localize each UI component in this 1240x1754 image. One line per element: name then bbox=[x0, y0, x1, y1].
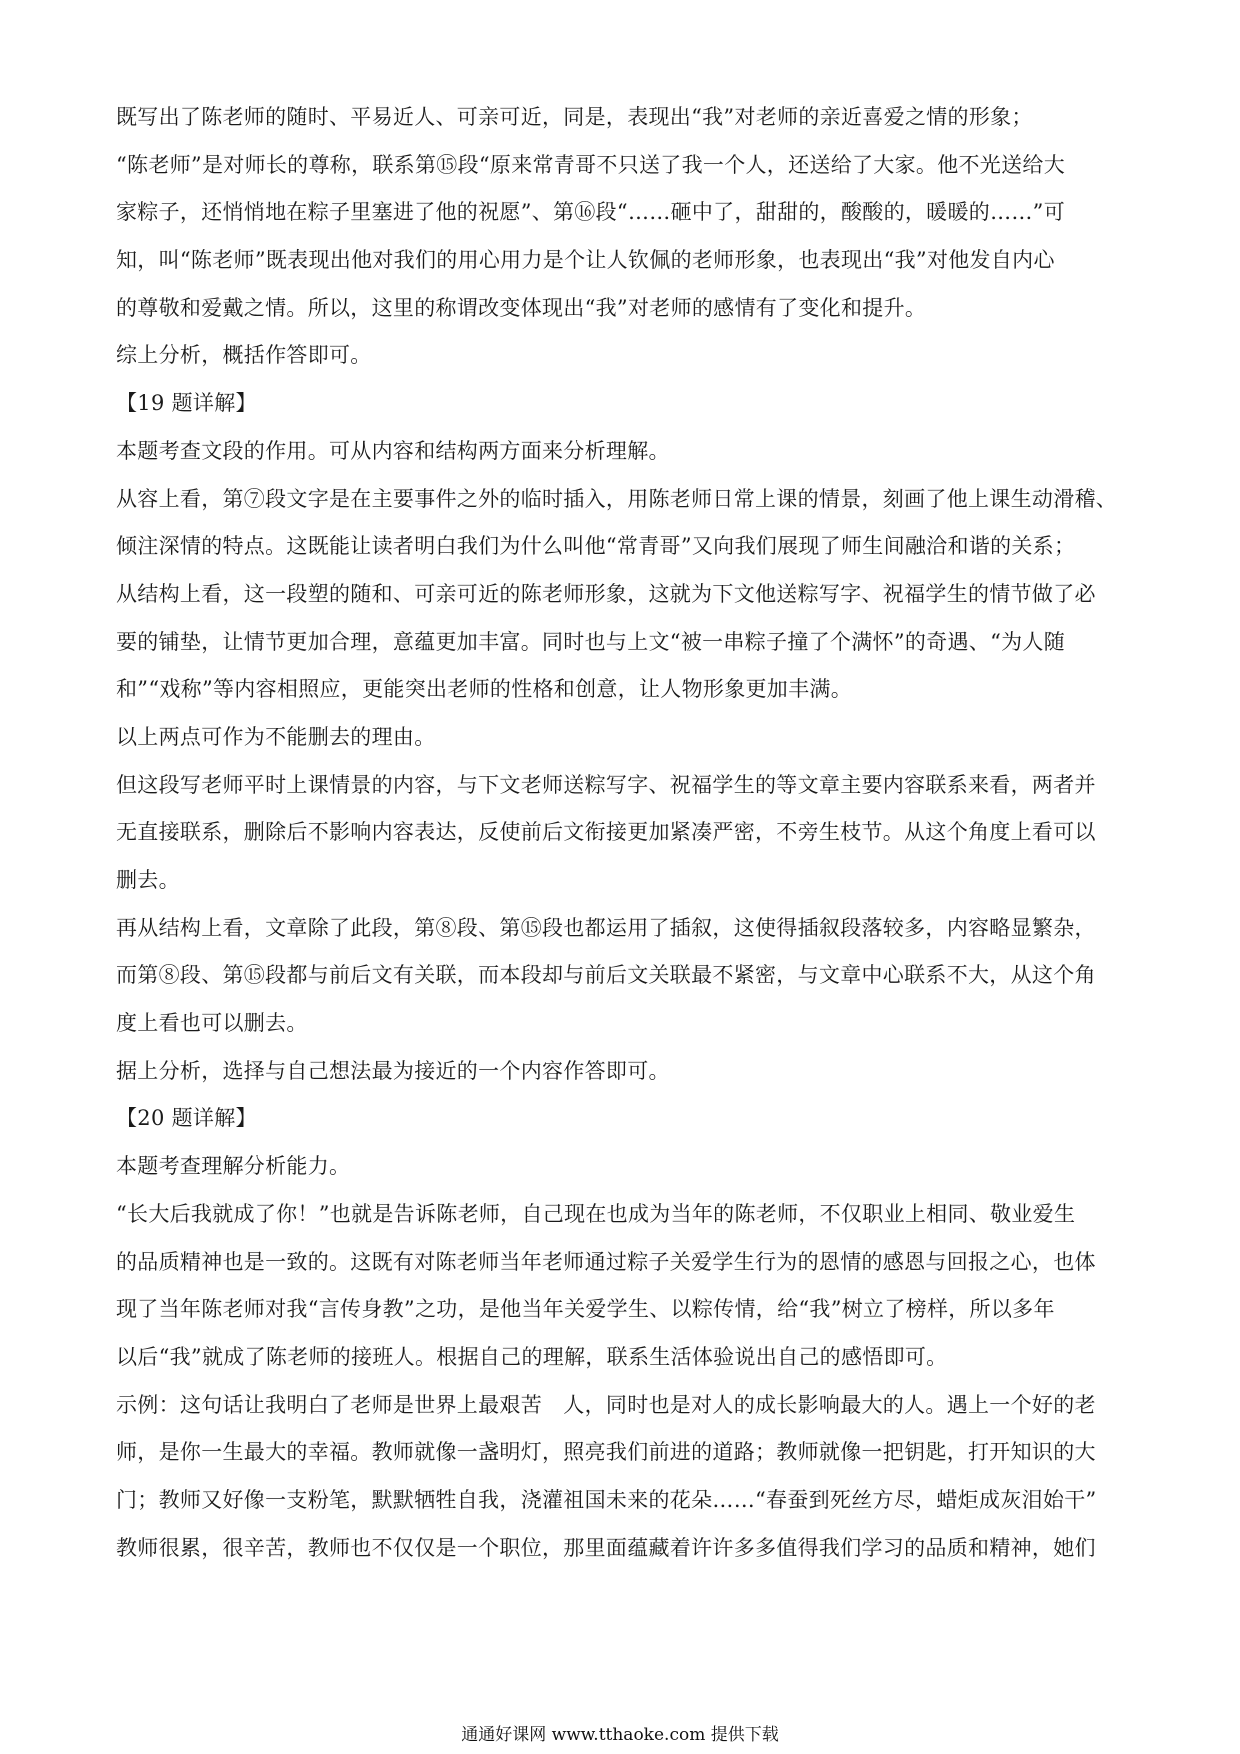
text-line: 本题考查理解分析能力。 bbox=[116, 1154, 351, 1179]
text-line: “长大后我就成了你！”也就是告诉陈老师，自己现在也成为当年的陈老师，不仅职业上相同、敬业爱生 bbox=[116, 1201, 1076, 1226]
section-heading-19: 【19 题详解】 bbox=[116, 391, 257, 416]
text-line: 从结构上看，这一段塑的随和、可亲可近的陈老师形象，这就为下文他送粽写字、祝福学生的情节做了必 bbox=[116, 581, 1096, 606]
text-line: 示例：这句话让我明白了老师是世界上最艰苦 人，同时也是对人的成长影响最大的人。遇上一个好的老 bbox=[116, 1392, 1096, 1417]
text-line: 本题考查文段的作用。可从内容和结构两方面来分析理解。 bbox=[116, 438, 670, 463]
text-line: 家粽子，还悄悄地在粽子里塞进了他的祝愿”、第⑯段“……砸中了，甜甜的，酸酸的，暖暖的……”可 bbox=[116, 200, 1066, 225]
text-line: 综上分析，概括作答即可。 bbox=[116, 343, 372, 368]
text-line: 门；教师又好像一支粉笔，默默牺牲自我，浇灌祖国未来的花朵……“春蚕到死丝方尽，蜡炬成灰泪始干” bbox=[116, 1487, 1097, 1512]
text-line: 删去。 bbox=[116, 868, 180, 892]
text-line: 但这段写老师平时上课情景的内容，与下文老师送粽写字、祝福学生的等文章主要内容联系来看，两者并 bbox=[116, 772, 1096, 797]
text-line: 要的铺垫，让情节更加合理，意蕴更加丰富。同时也与上文“被一串粽子撞了个满怀”的奇遇、“为人随 bbox=[116, 629, 1066, 654]
page-footer: 通通好课网 www.tthaoke.com 提供下载 bbox=[461, 1725, 779, 1745]
text-line: 教师很累，很辛苦，教师也不仅仅是一个职位，那里面蕴藏着许许多多值得我们学习的品质和精神，她们 bbox=[116, 1535, 1096, 1560]
text-line: 倾注深情的特点。这既能让读者明白我们为什么叫他“常青哥”又向我们展现了师生间融洽和谐的关系； bbox=[116, 534, 1076, 559]
text-line: 以上两点可作为不能删去的理由。 bbox=[116, 724, 436, 749]
text-line: 据上分析，选择与自己想法最为接近的一个内容作答即可。 bbox=[116, 1058, 670, 1083]
text-line: 师，是你一生最大的幸福。教师就像一盏明灯，照亮我们前进的道路；教师就像一把钥匙，打开知识的大 bbox=[116, 1440, 1096, 1465]
text-line: 而第⑧段、第⑮段都与前后文有关联，而本段却与前后文关联最不紧密，与文章中心联系不大，从这个角 bbox=[116, 963, 1096, 988]
text-line: 以后“我”就成了陈老师的接班人。根据自己的理解，联系生活体验说出自己的感悟即可。 bbox=[116, 1344, 948, 1369]
text-line: 的尊敬和爱戴之情。所以，这里的称谓改变体现出“我”对老师的感情有了变化和提升。 bbox=[116, 295, 927, 320]
text-line: 现了当年陈老师对我“言传身教”之功，是他当年关爱学生、以粽传情，给“我”树立了榜样，所以多年 bbox=[116, 1297, 1055, 1322]
text-line: 度上看也可以删去。 bbox=[116, 1011, 308, 1036]
section-heading-20: 【20 题详解】 bbox=[116, 1106, 257, 1131]
text-line: 和”“戏称”等内容相照应，更能突出老师的性格和创意，让人物形象更加丰满。 bbox=[116, 677, 853, 702]
text-line: “陈老师”是对师长的尊称，联系第⑮段“原来常青哥不只送了我一个人，还送给了大家。他不光送给大 bbox=[116, 152, 1066, 177]
text-line: 再从结构上看，文章除了此段，第⑧段、第⑮段也都运用了插叙，这使得插叙段落较多，内容略显繁杂， bbox=[116, 915, 1096, 940]
text-line: 知，叫“陈老师”既表现出他对我们的用心用力是个让人钦佩的老师形象，也表现出“我”对他发自内心 bbox=[116, 248, 1055, 273]
text-line: 无直接联系，删除后不影响内容表达，反使前后文衔接更加紧凑严密，不旁生枝节。从这个角度上看可以 bbox=[116, 820, 1096, 845]
document-body bbox=[116, 94, 1126, 1572]
text-line: 的品质精神也是一致的。这既有对陈老师当年老师通过粽子关爱学生行为的恩情的感恩与回报之心，也体 bbox=[116, 1249, 1096, 1274]
text-line: 从容上看，第⑦段文字是在主要事件之外的临时插入，用陈老师日常上课的情景，刻画了他上课生动滑稽、 bbox=[116, 486, 1118, 511]
text-line: 既写出了陈老师的随时、平易近人、可亲可近，同是，表现出“我”对老师的亲近喜爱之情的形象； bbox=[116, 105, 1033, 129]
